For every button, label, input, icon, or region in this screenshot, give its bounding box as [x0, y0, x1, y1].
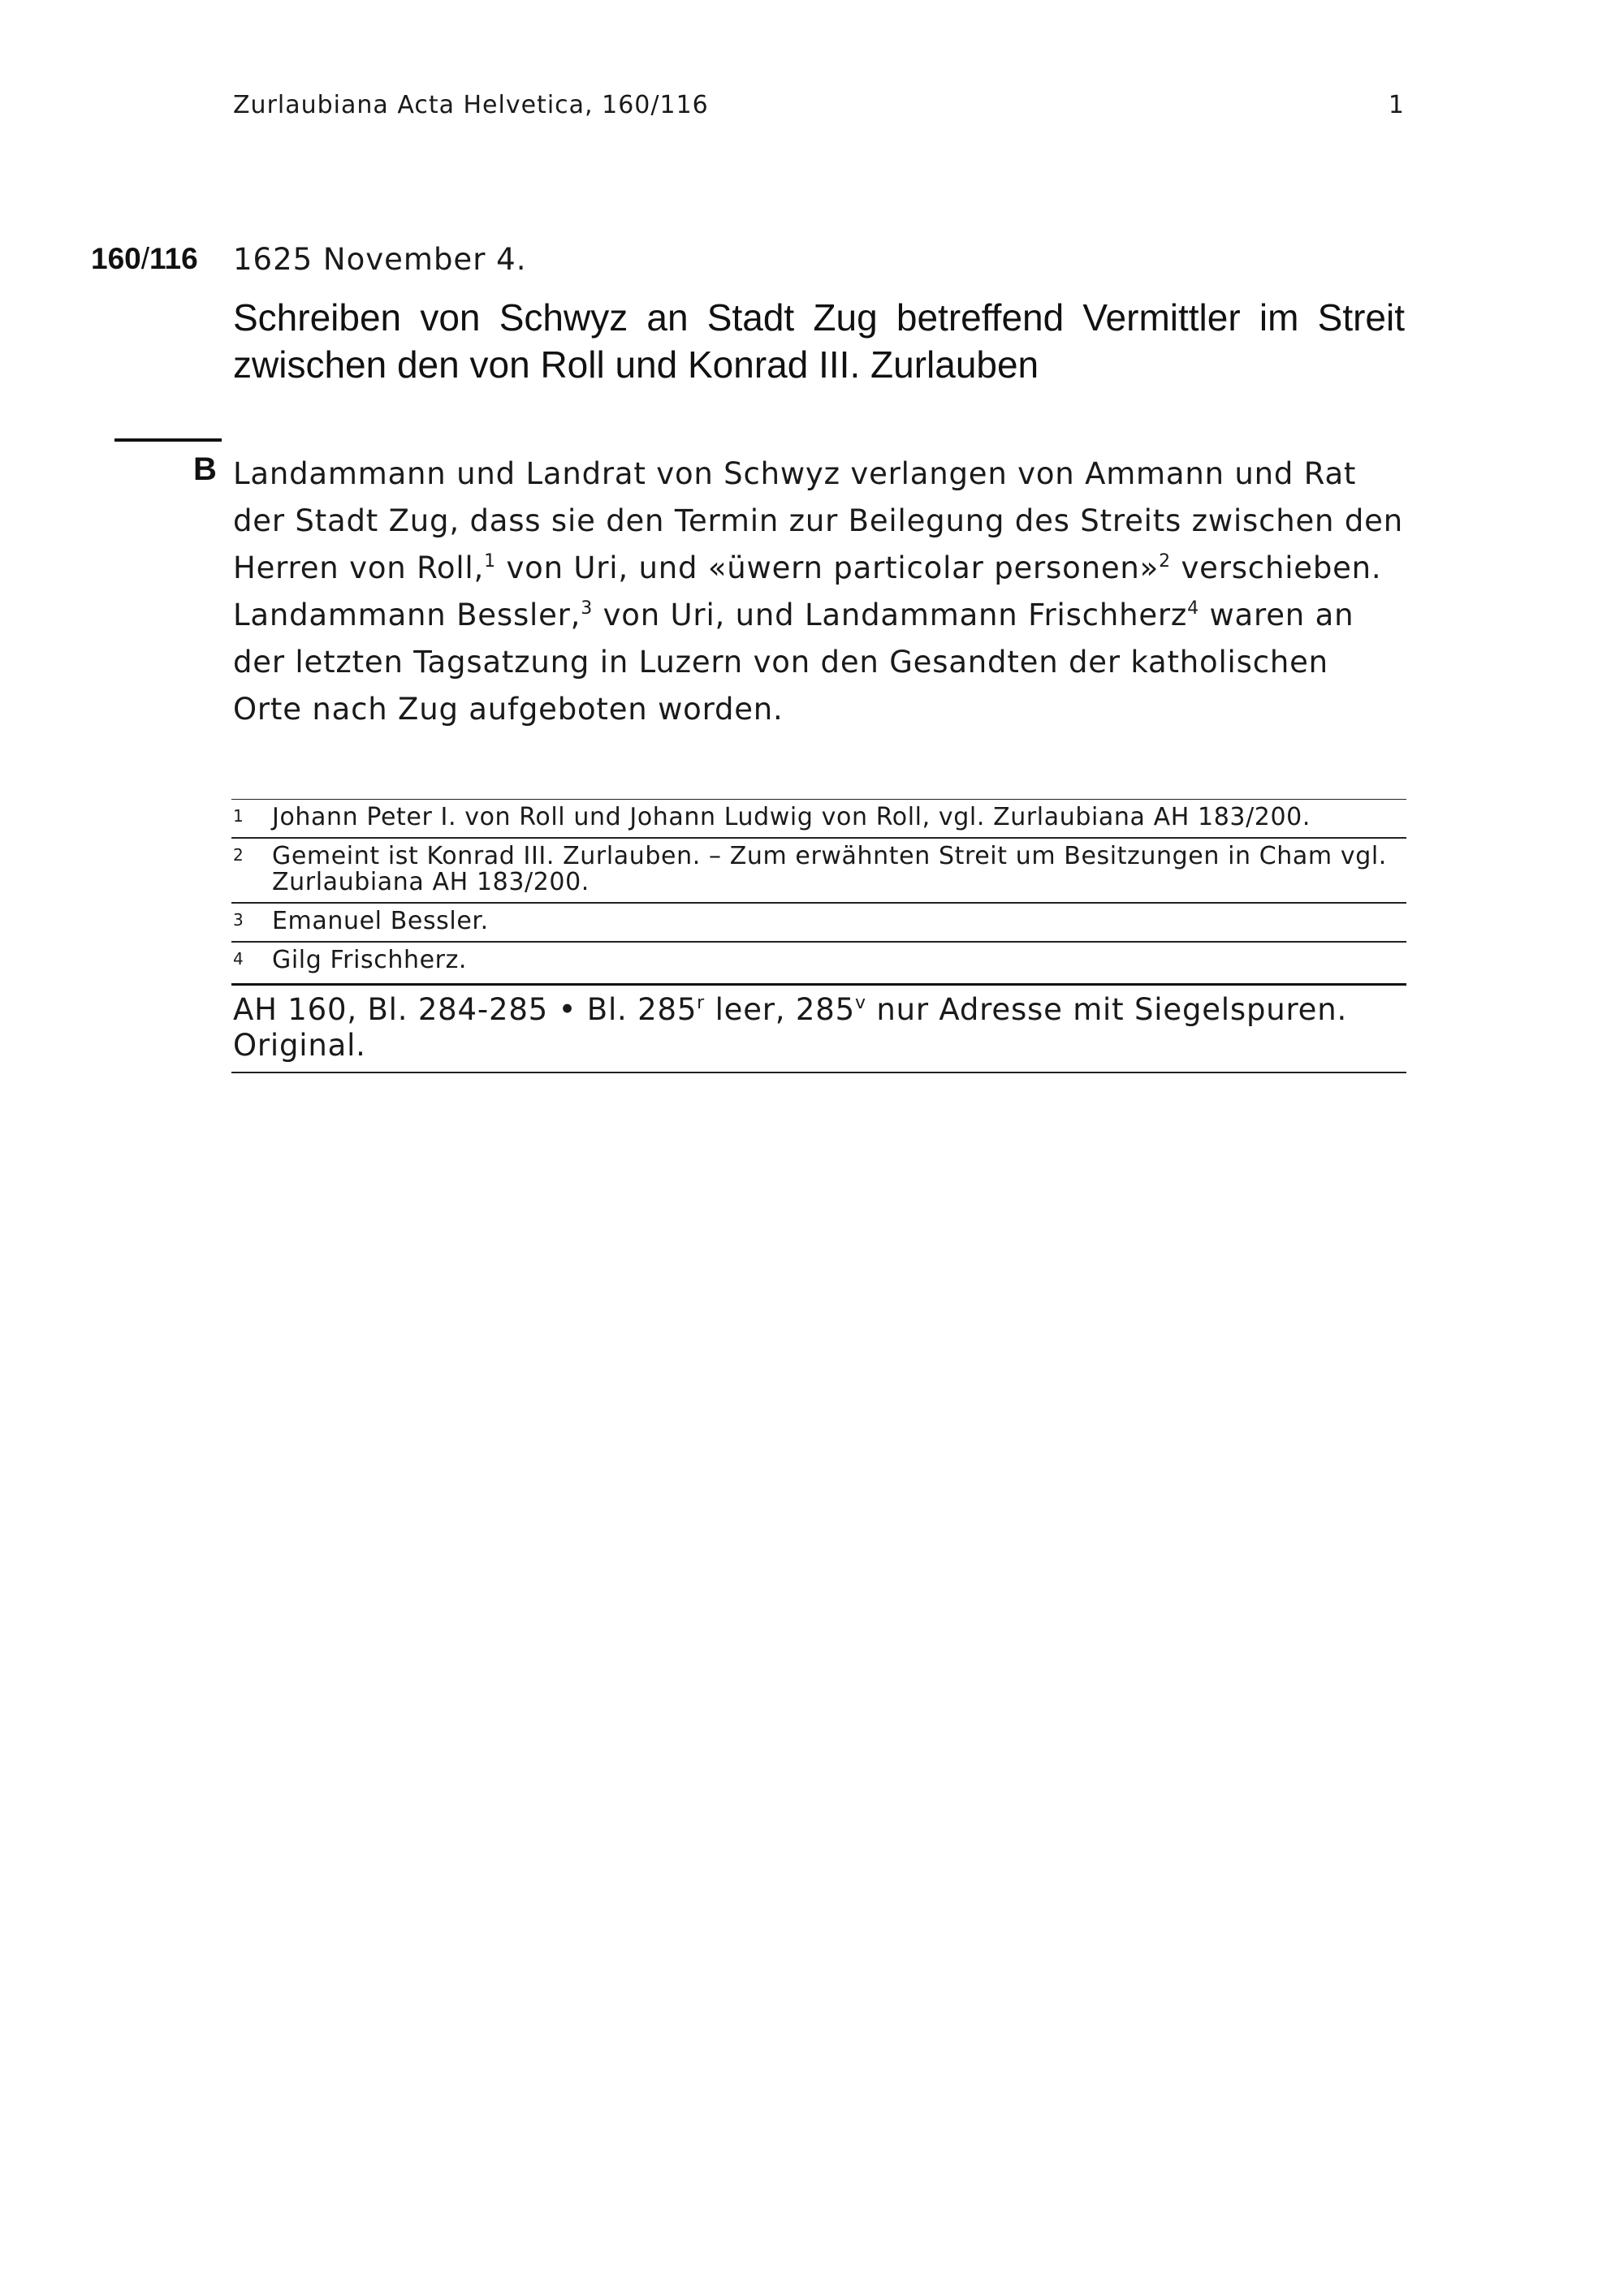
running-header: [233, 91, 1405, 132]
regest-part-5: waren an der letzten Tagsatzung in Luzern von den Gesandten der katholischen Orte nach Zug aufgeboten worden.: [233, 598, 1354, 727]
running-header-title: Zurlaubiana Acta Helvetica, 160/116: [233, 91, 709, 119]
footnote-mark: 4: [233, 949, 244, 969]
entry-date: 1625 November 4.: [233, 242, 527, 277]
entry-number-slash: /: [140, 242, 150, 275]
footnote-text: Gilg Frischherz.: [272, 946, 468, 974]
footnote-mark: 3: [233, 910, 244, 930]
source-note-part-1: AH 160, Bl. 284-285 • Bl. 285: [233, 992, 698, 1027]
entry-number: [91, 242, 198, 276]
regest-part-1: Landammann und Landrat von Schwyz verlangen von Ammann und Rat der Stadt Zug, dass sie den Termin zur Beilegung des Streits zwischen den Herren von Roll,: [233, 456, 1403, 585]
regest-part-4: von Uri, und Landammann Frischherz: [593, 598, 1188, 632]
entry-item: 116: [149, 242, 198, 275]
footnote-text: Johann Peter I. von Roll und Johann Ludwig von Roll, vgl. Zurlaubiana AH 183/200.: [272, 803, 1311, 831]
regest-text: [233, 451, 1405, 733]
entry-volume: 160: [91, 242, 141, 275]
verso-mark: v: [854, 993, 866, 1013]
footnote: [231, 837, 1406, 902]
footnote-mark: 2: [233, 845, 244, 865]
footnote-text: Gemeint ist Konrad III. Zurlauben. – Zum erwähnten Streit um Besitzungen in Cham vgl. Zurlaubiana AH 183/200.: [272, 842, 1387, 896]
entry-title: Schreiben von Schwyz an Stadt Zug betreffend Vermittler im Streit zwischen den von Roll und Konrad III. Zurlauben: [233, 296, 1405, 386]
footnote-ref-2[interactable]: 2: [1159, 551, 1171, 572]
footnotes: [231, 799, 1406, 1073]
recto-mark: r: [697, 993, 706, 1013]
footnote-ref-4[interactable]: 4: [1187, 598, 1199, 619]
page-number: 1: [1388, 91, 1405, 119]
source-note: [231, 983, 1406, 1073]
source-note-part-2: leer, 285: [705, 992, 855, 1027]
footnote-ref-3[interactable]: 3: [581, 598, 594, 619]
footnote-text: Emanuel Bessler.: [272, 907, 489, 935]
footnote-mark: 1: [233, 806, 244, 826]
source-note-part-3: nur Adresse mit Siegelspuren. Original.: [233, 992, 1348, 1063]
footnote: [231, 941, 1406, 980]
regest-part-3: verschieben. Landammann Bessler,: [233, 550, 1382, 632]
footnote: [231, 902, 1406, 941]
footnote: [231, 799, 1406, 837]
source-letter: B: [193, 451, 217, 487]
regest-part-2: von Uri, und «üwern particolar personen»: [495, 550, 1160, 585]
margin-rule: [114, 438, 222, 442]
footnote-ref-1[interactable]: 1: [484, 551, 496, 572]
